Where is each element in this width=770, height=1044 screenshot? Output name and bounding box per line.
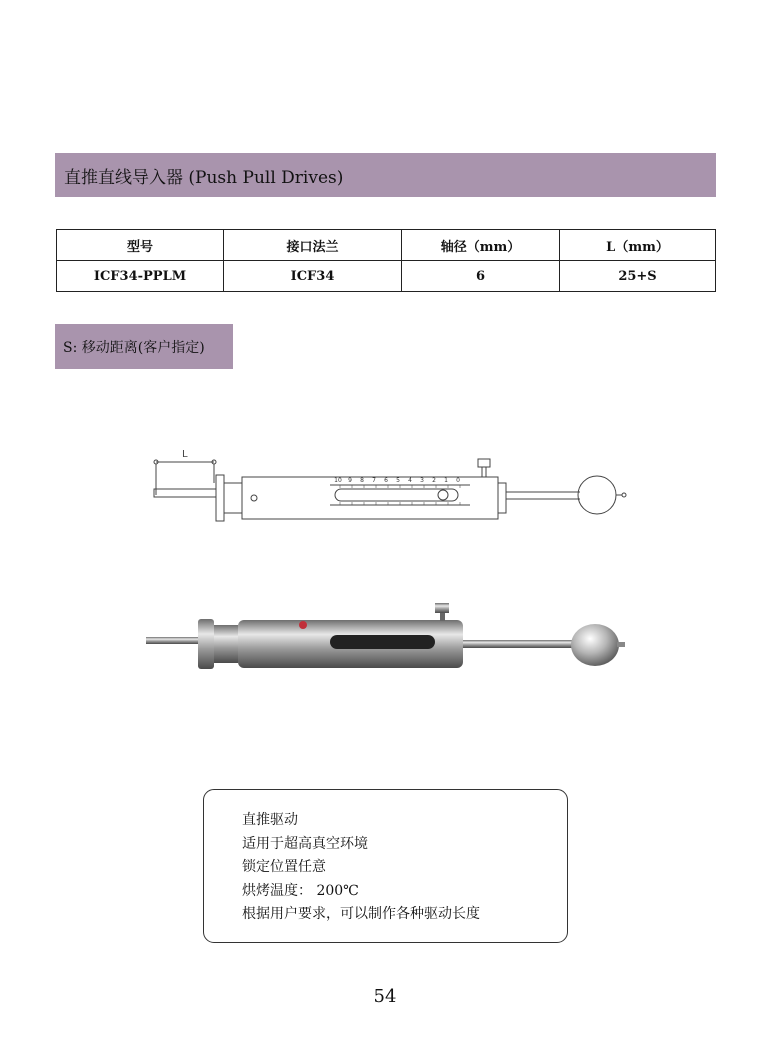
travel-distance-label: S: 移动距离(客户指定) xyxy=(63,339,205,356)
product-photo xyxy=(140,595,640,700)
feature-item: 烘烤温度： 200℃ xyxy=(242,882,359,899)
scale-number: 6 xyxy=(384,477,388,484)
technical-drawing xyxy=(140,445,640,535)
column-header-length: L（mm） xyxy=(560,230,716,261)
feature-item: 根据用户要求，可以制作各种驱动长度 xyxy=(242,906,480,922)
logo-mark xyxy=(299,621,307,629)
scale-number: 5 xyxy=(396,477,400,484)
scale-number: 7 xyxy=(372,477,376,484)
scale-number: 9 xyxy=(348,477,352,484)
feature-item: 锁定位置任意 xyxy=(242,859,326,875)
cell-length: 25+S xyxy=(560,261,716,292)
spec-table xyxy=(56,229,716,292)
cell-model: ICF34-PPLM xyxy=(57,261,224,292)
section-title-bar xyxy=(55,153,716,197)
scale-number: 10 xyxy=(334,477,342,484)
travel-distance-note xyxy=(55,324,233,369)
page-number: 54 xyxy=(373,986,397,1007)
scale-number: 4 xyxy=(408,477,412,484)
feature-item: 适用于超高真空环境 xyxy=(242,835,368,852)
column-header-model: 型号 xyxy=(57,230,224,261)
scale-number: 3 xyxy=(420,477,424,484)
section-title: 直推直线导入器 (Push Pull Drives) xyxy=(64,167,344,188)
table-row xyxy=(57,261,716,292)
column-header-flange: 接口法兰 xyxy=(224,230,402,261)
scale-number: 0 xyxy=(456,477,460,484)
table-header-row xyxy=(57,230,716,261)
features-box xyxy=(203,789,568,943)
scale-number: 8 xyxy=(360,477,364,484)
scale-number: 1 xyxy=(444,477,448,484)
cell-shaft-diameter: 6 xyxy=(402,261,560,292)
feature-item: 直推驱动 xyxy=(242,812,298,828)
cell-flange: ICF34 xyxy=(224,261,402,292)
column-header-shaft-diameter: 轴径（mm） xyxy=(402,230,560,261)
scale-number: 2 xyxy=(432,477,436,484)
dimension-label-L: L xyxy=(182,449,188,460)
